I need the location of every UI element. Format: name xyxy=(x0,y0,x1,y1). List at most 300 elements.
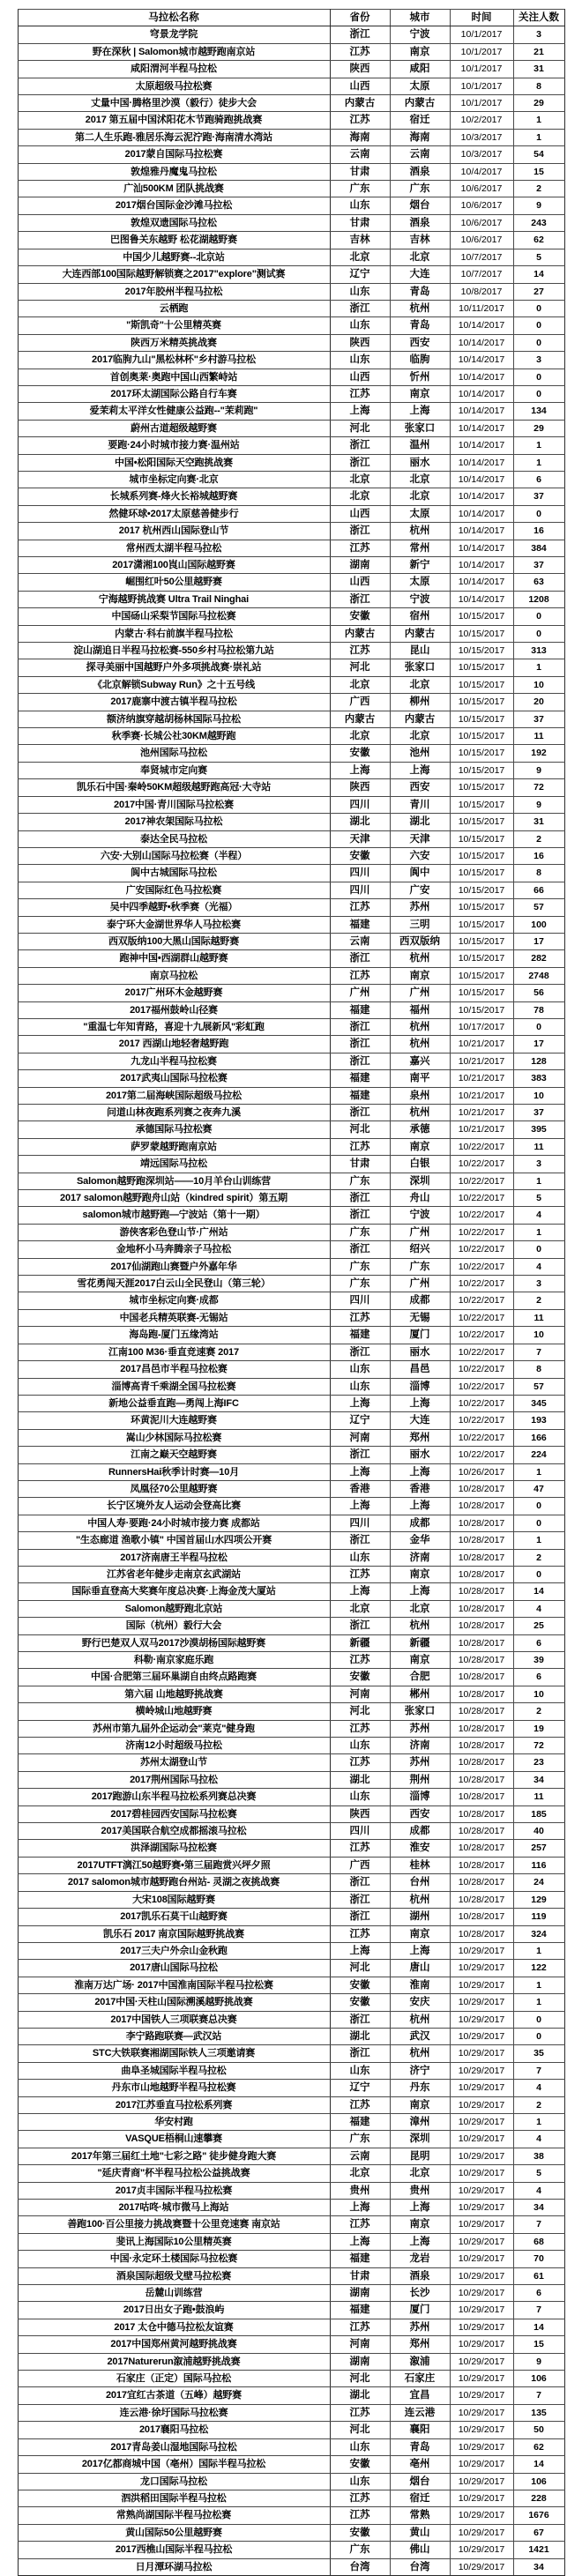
cell-province[interactable]: 陕西 xyxy=(330,61,390,78)
cell-followers[interactable]: 14 xyxy=(513,266,564,283)
cell-province[interactable]: 山东 xyxy=(330,1738,390,1754)
cell-province[interactable]: 浙江 xyxy=(330,1344,390,1360)
cell-province[interactable]: 贵州 xyxy=(330,2182,390,2199)
cell-date[interactable]: 10/15/2017 xyxy=(450,796,513,813)
cell-name[interactable]: 吴中四季越野•秋季赛（光福） xyxy=(18,899,330,916)
cell-followers[interactable]: 2 xyxy=(513,830,564,847)
cell-followers[interactable]: 21 xyxy=(513,43,564,60)
cell-followers[interactable]: 37 xyxy=(513,557,564,574)
cell-date[interactable]: 10/15/2017 xyxy=(450,779,513,796)
table-row[interactable] xyxy=(18,1121,564,1138)
cell-followers[interactable]: 0 xyxy=(513,1515,564,1531)
cell-date[interactable]: 10/15/2017 xyxy=(450,847,513,864)
table-row[interactable] xyxy=(18,1960,564,1977)
table-row[interactable] xyxy=(18,283,564,300)
cell-province[interactable]: 四川 xyxy=(330,1515,390,1531)
cell-name[interactable]: 2017仙湖跑山赛暨户外嘉年华 xyxy=(18,1258,330,1275)
cell-name[interactable]: 新地公益垂直跑—勇闯上海IFC xyxy=(18,1395,330,1411)
cell-city[interactable]: 柳州 xyxy=(390,694,450,711)
cell-followers[interactable]: 0 xyxy=(513,505,564,522)
table-row[interactable] xyxy=(18,2165,564,2182)
cell-city[interactable]: 北京 xyxy=(390,728,450,745)
cell-province[interactable]: 内蒙古 xyxy=(330,625,390,642)
cell-city[interactable]: 杭州 xyxy=(390,950,450,967)
cell-date[interactable]: 10/22/2017 xyxy=(450,1309,513,1326)
cell-city[interactable]: 宁波 xyxy=(390,1207,450,1224)
cell-city[interactable]: 安庆 xyxy=(390,1994,450,2011)
cell-name[interactable]: STC大铁联赛湘湖国际铁人三项邀请赛 xyxy=(18,2045,330,2062)
cell-name[interactable]: 2017 太仓中德马拉松友谊赛 xyxy=(18,2319,330,2335)
table-row[interactable] xyxy=(18,1429,564,1446)
cell-followers[interactable]: 8 xyxy=(513,1361,564,1378)
cell-name[interactable]: 城市坐标定向赛·成都 xyxy=(18,1292,330,1309)
table-row[interactable] xyxy=(18,2216,564,2233)
cell-province[interactable]: 香港 xyxy=(330,1480,390,1497)
table-row[interactable] xyxy=(18,2456,564,2473)
cell-city[interactable]: 香港 xyxy=(390,1480,450,1497)
cell-province[interactable]: 安徽 xyxy=(330,2456,390,2473)
cell-followers[interactable]: 0 xyxy=(513,625,564,642)
cell-city[interactable]: 成都 xyxy=(390,1515,450,1531)
table-row[interactable] xyxy=(18,745,564,762)
cell-province[interactable]: 北京 xyxy=(330,676,390,693)
cell-followers[interactable]: 37 xyxy=(513,488,564,505)
cell-date[interactable]: 10/29/2017 xyxy=(450,2028,513,2044)
cell-city[interactable]: 上海 xyxy=(390,1463,450,1480)
cell-followers[interactable]: 20 xyxy=(513,694,564,711)
cell-province[interactable]: 江苏 xyxy=(330,1566,390,1582)
cell-province[interactable]: 江苏 xyxy=(330,2490,390,2506)
cell-name[interactable]: 2017烟台国际金沙滩马拉松 xyxy=(18,197,330,214)
cell-name[interactable]: "延庆青商"杯半程马拉松公益挑战赛 xyxy=(18,2165,330,2182)
cell-city[interactable]: 温州 xyxy=(390,437,450,454)
table-row[interactable] xyxy=(18,1070,564,1087)
cell-date[interactable]: 10/29/2017 xyxy=(450,2182,513,2199)
cell-city[interactable]: 上海 xyxy=(390,2200,450,2216)
cell-followers[interactable]: 106 xyxy=(513,2473,564,2490)
cell-date[interactable]: 10/28/2017 xyxy=(450,1703,513,1720)
cell-name[interactable]: 九龙山半程马拉松赛 xyxy=(18,1053,330,1069)
cell-city[interactable]: 池州 xyxy=(390,745,450,762)
table-row[interactable] xyxy=(18,403,564,420)
cell-province[interactable]: 江苏 xyxy=(330,2404,390,2421)
cell-city[interactable]: 济南 xyxy=(390,1738,450,1754)
cell-province[interactable]: 上海 xyxy=(330,2233,390,2250)
cell-followers[interactable]: 6 xyxy=(513,471,564,488)
cell-province[interactable]: 陕西 xyxy=(330,334,390,351)
cell-province[interactable]: 江苏 xyxy=(330,2507,390,2524)
cell-date[interactable]: 10/29/2017 xyxy=(450,2507,513,2524)
cell-date[interactable]: 10/28/2017 xyxy=(450,1754,513,1771)
table-row[interactable] xyxy=(18,2473,564,2490)
table-row[interactable] xyxy=(18,1720,564,1737)
table-row[interactable] xyxy=(18,1395,564,1411)
cell-followers[interactable]: 0 xyxy=(513,385,564,402)
table-row[interactable] xyxy=(18,2285,564,2302)
table-row[interactable] xyxy=(18,112,564,129)
cell-province[interactable]: 河北 xyxy=(330,1960,390,1977)
cell-name[interactable]: 2017济南唐王半程马拉松 xyxy=(18,1549,330,1566)
table-row[interactable] xyxy=(18,2233,564,2250)
cell-city[interactable]: 云南 xyxy=(390,146,450,163)
cell-date[interactable]: 10/28/2017 xyxy=(450,1874,513,1891)
table-row[interactable] xyxy=(18,300,564,316)
cell-province[interactable]: 广东 xyxy=(330,2542,390,2558)
cell-followers[interactable]: 2 xyxy=(513,1549,564,1566)
cell-followers[interactable]: 228 xyxy=(513,2490,564,2506)
cell-province[interactable]: 山东 xyxy=(330,1361,390,1378)
cell-city[interactable]: 南京 xyxy=(390,1925,450,1942)
table-row[interactable] xyxy=(18,1498,564,1515)
cell-date[interactable]: 10/1/2017 xyxy=(450,78,513,94)
cell-date[interactable]: 10/29/2017 xyxy=(450,2490,513,2506)
cell-followers[interactable]: 7 xyxy=(513,2387,564,2404)
cell-city[interactable]: 苏州 xyxy=(390,1754,450,1771)
table-row[interactable] xyxy=(18,1532,564,1549)
cell-date[interactable]: 10/14/2017 xyxy=(450,471,513,488)
cell-city[interactable]: 昌邑 xyxy=(390,1361,450,1378)
cell-name[interactable]: 2017江苏垂直马拉松系列赛 xyxy=(18,2096,330,2113)
cell-date[interactable]: 10/29/2017 xyxy=(450,2353,513,2370)
cell-city[interactable]: 南京 xyxy=(390,967,450,984)
cell-followers[interactable]: 4 xyxy=(513,2080,564,2096)
cell-name[interactable]: 苏州市第九届外企运动会"莱克"健身跑 xyxy=(18,1720,330,1737)
cell-date[interactable]: 10/29/2017 xyxy=(450,2302,513,2319)
cell-city[interactable]: 酒泉 xyxy=(390,214,450,231)
cell-followers[interactable]: 37 xyxy=(513,1105,564,1121)
cell-name[interactable]: 2017西樵山国际半程马拉松 xyxy=(18,2542,330,2558)
cell-name[interactable]: 中国·永定环土楼国际马拉松赛 xyxy=(18,2251,330,2267)
cell-name[interactable]: 善跑100·百公里接力挑战赛暨十公里竞速赛 南京站 xyxy=(18,2216,330,2233)
cell-followers[interactable]: 282 xyxy=(513,950,564,967)
cell-province[interactable]: 福建 xyxy=(330,1070,390,1087)
cell-city[interactable]: 舟山 xyxy=(390,1190,450,1207)
table-row[interactable] xyxy=(18,1823,564,1840)
cell-name[interactable]: 中国•松阳国际天空跑挑战赛 xyxy=(18,454,330,471)
cell-province[interactable]: 山东 xyxy=(330,1378,390,1395)
cell-followers[interactable]: 345 xyxy=(513,1395,564,1411)
cell-followers[interactable]: 185 xyxy=(513,1805,564,1822)
table-row[interactable] xyxy=(18,1515,564,1531)
cell-name[interactable]: 2017 salomon城市越野跑台州站- 灵湖之夜挑战赛 xyxy=(18,1874,330,1891)
cell-city[interactable]: 荆州 xyxy=(390,1771,450,1788)
cell-name[interactable]: 野行巴楚双人双马2017沙漠胡杨国际越野赛 xyxy=(18,1634,330,1651)
cell-followers[interactable]: 14 xyxy=(513,2456,564,2473)
cell-city[interactable]: 上海 xyxy=(390,762,450,778)
cell-date[interactable]: 10/14/2017 xyxy=(450,523,513,540)
cell-name[interactable]: 问道山林夜跑系列赛之夜奔九溪 xyxy=(18,1105,330,1121)
cell-province[interactable]: 江苏 xyxy=(330,1925,390,1942)
cell-followers[interactable]: 6 xyxy=(513,2285,564,2302)
cell-date[interactable]: 10/29/2017 xyxy=(450,2542,513,2558)
cell-province[interactable]: 上海 xyxy=(330,1395,390,1411)
cell-city[interactable]: 宁波 xyxy=(390,26,450,43)
cell-city[interactable]: 金华 xyxy=(390,1532,450,1549)
cell-date[interactable]: 10/14/2017 xyxy=(450,437,513,454)
cell-city[interactable]: 咸阳 xyxy=(390,61,450,78)
cell-date[interactable]: 10/14/2017 xyxy=(450,540,513,556)
cell-name[interactable]: 云栖跑 xyxy=(18,300,330,316)
cell-province[interactable]: 山东 xyxy=(330,283,390,300)
cell-name[interactable]: 国际（杭州）毅行大会 xyxy=(18,1618,330,1634)
cell-name[interactable]: 宁海越野挑战赛 Ultra Trail Ninghai xyxy=(18,591,330,607)
table-row[interactable] xyxy=(18,2148,564,2164)
cell-name[interactable]: 2017碧桂园西安国际马拉松赛 xyxy=(18,1805,330,1822)
cell-followers[interactable]: 14 xyxy=(513,1583,564,1600)
cell-name[interactable]: 科勒·南京家庭乐跑 xyxy=(18,1652,330,1669)
cell-date[interactable]: 10/28/2017 xyxy=(450,1738,513,1754)
cell-date[interactable]: 10/29/2017 xyxy=(450,2387,513,2404)
cell-name[interactable]: 苏州太湖登山节 xyxy=(18,1754,330,1771)
cell-province[interactable]: 广东 xyxy=(330,1258,390,1275)
table-row[interactable] xyxy=(18,847,564,864)
cell-followers[interactable]: 0 xyxy=(513,300,564,316)
cell-city[interactable]: 郑州 xyxy=(390,1429,450,1446)
cell-city[interactable]: 宿迁 xyxy=(390,112,450,129)
cell-city[interactable]: 西安 xyxy=(390,1805,450,1822)
cell-province[interactable]: 四川 xyxy=(330,882,390,898)
cell-date[interactable]: 10/2/2017 xyxy=(450,112,513,129)
cell-city[interactable]: 杭州 xyxy=(390,2011,450,2028)
cell-province[interactable]: 四川 xyxy=(330,1823,390,1840)
cell-followers[interactable]: 2 xyxy=(513,2096,564,2113)
cell-followers[interactable]: 224 xyxy=(513,1447,564,1463)
cell-name[interactable]: 2017中国郑州黄河越野挑战赛 xyxy=(18,2336,330,2353)
cell-date[interactable]: 10/21/2017 xyxy=(450,1036,513,1053)
cell-followers[interactable]: 1 xyxy=(513,1942,564,1959)
cell-city[interactable]: 常熟 xyxy=(390,2507,450,2524)
cell-province[interactable]: 安徽 xyxy=(330,847,390,864)
cell-date[interactable]: 10/15/2017 xyxy=(450,711,513,727)
cell-name[interactable]: 2017贞丰国际半程马拉松赛 xyxy=(18,2182,330,2199)
cell-followers[interactable]: 116 xyxy=(513,1857,564,1873)
cell-province[interactable]: 浙江 xyxy=(330,437,390,454)
table-row[interactable] xyxy=(18,437,564,454)
cell-name[interactable]: 2017亿都商城中国（亳州）国际半程马拉松 xyxy=(18,2456,330,2473)
cell-date[interactable]: 10/22/2017 xyxy=(450,1190,513,1207)
cell-city[interactable]: 天津 xyxy=(390,830,450,847)
cell-city[interactable]: 昆山 xyxy=(390,643,450,659)
cell-followers[interactable]: 3 xyxy=(513,352,564,369)
cell-date[interactable]: 10/22/2017 xyxy=(450,1412,513,1429)
cell-province[interactable]: 福建 xyxy=(330,2113,390,2130)
cell-followers[interactable]: 128 xyxy=(513,1053,564,1069)
table-row[interactable] xyxy=(18,1361,564,1378)
cell-name[interactable]: 李宁路跑联赛—武汉站 xyxy=(18,2028,330,2044)
cell-name[interactable]: 岳麓山训练营 xyxy=(18,2285,330,2302)
table-row[interactable] xyxy=(18,950,564,967)
cell-province[interactable]: 陕西 xyxy=(330,779,390,796)
cell-city[interactable]: 襄阳 xyxy=(390,2422,450,2438)
table-row[interactable] xyxy=(18,899,564,916)
cell-province[interactable]: 河北 xyxy=(330,1703,390,1720)
cell-name[interactable]: 斐讯上海国际10公里精英赛 xyxy=(18,2233,330,2250)
cell-city[interactable]: 石家庄 xyxy=(390,2371,450,2387)
cell-date[interactable]: 10/28/2017 xyxy=(450,1925,513,1942)
cell-city[interactable]: 忻州 xyxy=(390,369,450,385)
cell-date[interactable]: 10/14/2017 xyxy=(450,385,513,402)
cell-date[interactable]: 10/29/2017 xyxy=(450,2456,513,2473)
cell-followers[interactable]: 100 xyxy=(513,916,564,933)
cell-city[interactable]: 北京 xyxy=(390,488,450,505)
cell-city[interactable]: 广州 xyxy=(390,985,450,1001)
table-row[interactable] xyxy=(18,625,564,642)
table-row[interactable] xyxy=(18,933,564,949)
cell-province[interactable]: 山西 xyxy=(330,78,390,94)
cell-name[interactable]: 首创奥莱·奥跑中国山西繁峙站 xyxy=(18,369,330,385)
cell-province[interactable]: 浙江 xyxy=(330,1241,390,1258)
cell-name[interactable]: 泰达全民马拉松 xyxy=(18,830,330,847)
cell-date[interactable]: 10/28/2017 xyxy=(450,1600,513,1617)
cell-city[interactable]: 长沙 xyxy=(390,2285,450,2302)
cell-followers[interactable]: 57 xyxy=(513,899,564,916)
cell-followers[interactable]: 193 xyxy=(513,1412,564,1429)
cell-date[interactable]: 10/7/2017 xyxy=(450,249,513,265)
table-row[interactable] xyxy=(18,865,564,882)
cell-city[interactable]: 杭州 xyxy=(390,1036,450,1053)
cell-date[interactable]: 10/21/2017 xyxy=(450,1121,513,1138)
cell-date[interactable]: 10/29/2017 xyxy=(450,1994,513,2011)
cell-followers[interactable]: 23 xyxy=(513,1754,564,1771)
cell-city[interactable]: 合肥 xyxy=(390,1669,450,1686)
table-row[interactable] xyxy=(18,43,564,60)
cell-province[interactable]: 辽宁 xyxy=(330,1412,390,1429)
cell-followers[interactable]: 9 xyxy=(513,796,564,813)
cell-province[interactable]: 湖南 xyxy=(330,2353,390,2370)
cell-city[interactable]: 北京 xyxy=(390,249,450,265)
cell-city[interactable]: 青岛 xyxy=(390,283,450,300)
cell-date[interactable]: 10/14/2017 xyxy=(450,488,513,505)
cell-followers[interactable]: 257 xyxy=(513,1840,564,1857)
cell-date[interactable]: 10/29/2017 xyxy=(450,2131,513,2148)
cell-province[interactable]: 河北 xyxy=(330,2371,390,2387)
cell-province[interactable]: 湖南 xyxy=(330,557,390,574)
cell-province[interactable]: 河南 xyxy=(330,1429,390,1446)
cell-date[interactable]: 10/22/2017 xyxy=(450,1429,513,1446)
cell-date[interactable]: 10/1/2017 xyxy=(450,43,513,60)
cell-followers[interactable]: 313 xyxy=(513,643,564,659)
cell-followers[interactable]: 134 xyxy=(513,403,564,420)
cell-city[interactable]: 宿州 xyxy=(390,608,450,625)
cell-city[interactable]: 贵州 xyxy=(390,2182,450,2199)
cell-name[interactable]: 2017UTFT漓江50越野赛•第三届跑赏兴坪夕照 xyxy=(18,1857,330,1873)
cell-date[interactable]: 10/21/2017 xyxy=(450,1053,513,1069)
cell-province[interactable]: 江苏 xyxy=(330,643,390,659)
cell-name[interactable]: 洪泽湖国际马拉松赛 xyxy=(18,1840,330,1857)
table-row[interactable] xyxy=(18,1344,564,1360)
cell-city[interactable]: 昆明 xyxy=(390,2148,450,2164)
cell-followers[interactable]: 11 xyxy=(513,1309,564,1326)
cell-followers[interactable]: 5 xyxy=(513,1190,564,1207)
cell-date[interactable]: 10/29/2017 xyxy=(450,2251,513,2267)
cell-date[interactable]: 10/29/2017 xyxy=(450,2045,513,2062)
cell-date[interactable]: 10/29/2017 xyxy=(450,2371,513,2387)
cell-name[interactable]: 2017武夷山国际马拉松赛 xyxy=(18,1070,330,1087)
cell-name[interactable]: 陕西万米精英挑战赛 xyxy=(18,334,330,351)
cell-city[interactable]: 大连 xyxy=(390,266,450,283)
cell-province[interactable]: 浙江 xyxy=(330,1874,390,1891)
cell-followers[interactable]: 5 xyxy=(513,249,564,265)
cell-province[interactable]: 江苏 xyxy=(330,2319,390,2335)
cell-date[interactable]: 10/15/2017 xyxy=(450,728,513,745)
cell-city[interactable]: 丹东 xyxy=(390,2080,450,2096)
table-row[interactable] xyxy=(18,1738,564,1754)
table-row[interactable] xyxy=(18,523,564,540)
cell-date[interactable]: 10/21/2017 xyxy=(450,1070,513,1087)
cell-name[interactable]: 中国人寿·要跑·24小时城市接力赛 成都站 xyxy=(18,1515,330,1531)
cell-city[interactable]: 南京 xyxy=(390,1566,450,1582)
cell-followers[interactable]: 9 xyxy=(513,762,564,778)
cell-city[interactable]: 杭州 xyxy=(390,1891,450,1908)
cell-followers[interactable]: 1 xyxy=(513,454,564,471)
cell-city[interactable]: 淄博 xyxy=(390,1378,450,1395)
cell-date[interactable]: 10/15/2017 xyxy=(450,676,513,693)
table-row[interactable] xyxy=(18,1173,564,1189)
cell-followers[interactable]: 38 xyxy=(513,2148,564,2164)
table-row[interactable] xyxy=(18,1241,564,1258)
cell-name[interactable]: 2017日出女子跑•鼓浪屿 xyxy=(18,2302,330,2319)
column-header-date[interactable]: 时间 xyxy=(450,10,513,26)
cell-province[interactable]: 江苏 xyxy=(330,1754,390,1771)
cell-date[interactable]: 10/29/2017 xyxy=(450,2113,513,2130)
cell-followers[interactable]: 34 xyxy=(513,2558,564,2575)
cell-province[interactable]: 北京 xyxy=(330,2165,390,2182)
cell-province[interactable]: 上海 xyxy=(330,403,390,420)
cell-followers[interactable]: 0 xyxy=(513,608,564,625)
cell-name[interactable]: 淀山湖追日半程马拉松赛-550乡村马拉松第九站 xyxy=(18,643,330,659)
cell-province[interactable]: 湖北 xyxy=(330,814,390,830)
cell-province[interactable]: 浙江 xyxy=(330,454,390,471)
cell-date[interactable]: 10/29/2017 xyxy=(450,2404,513,2421)
cell-name[interactable]: 萨罗蒙越野跑南京站 xyxy=(18,1138,330,1155)
cell-date[interactable]: 10/15/2017 xyxy=(450,865,513,882)
cell-name[interactable]: 第六届 山地越野挑战赛 xyxy=(18,1686,330,1702)
cell-date[interactable]: 10/22/2017 xyxy=(450,1395,513,1411)
cell-city[interactable]: 龙岩 xyxy=(390,2251,450,2267)
cell-city[interactable]: 淮安 xyxy=(390,1840,450,1857)
table-row[interactable] xyxy=(18,2251,564,2267)
cell-city[interactable]: 南平 xyxy=(390,1070,450,1087)
cell-city[interactable]: 南京 xyxy=(390,2096,450,2113)
cell-name[interactable]: Salomon越野跑深圳站——10月羊台山训练营 xyxy=(18,1173,330,1189)
table-row[interactable] xyxy=(18,1309,564,1326)
cell-province[interactable]: 吉林 xyxy=(330,232,390,249)
cell-name[interactable]: 日月潭环湖马拉松 xyxy=(18,2558,330,2575)
table-row[interactable] xyxy=(18,608,564,625)
cell-city[interactable]: 六安 xyxy=(390,847,450,864)
table-row[interactable] xyxy=(18,317,564,334)
table-row[interactable] xyxy=(18,1703,564,1720)
table-row[interactable] xyxy=(18,2131,564,2148)
table-row[interactable] xyxy=(18,2011,564,2028)
cell-followers[interactable]: 0 xyxy=(513,1241,564,1258)
table-row[interactable] xyxy=(18,1583,564,1600)
cell-province[interactable]: 山东 xyxy=(330,1549,390,1566)
cell-name[interactable]: 咸阳渭河半程马拉松 xyxy=(18,61,330,78)
cell-province[interactable]: 浙江 xyxy=(330,950,390,967)
cell-city[interactable]: 深圳 xyxy=(390,1173,450,1189)
table-row[interactable] xyxy=(18,1891,564,1908)
cell-province[interactable]: 福建 xyxy=(330,1087,390,1104)
cell-followers[interactable]: 2 xyxy=(513,1292,564,1309)
cell-city[interactable]: 淮南 xyxy=(390,1977,450,1993)
cell-province[interactable]: 上海 xyxy=(330,1942,390,1959)
cell-followers[interactable]: 1 xyxy=(513,1173,564,1189)
cell-province[interactable]: 广东 xyxy=(330,1276,390,1292)
table-row[interactable] xyxy=(18,1224,564,1240)
cell-city[interactable]: 西安 xyxy=(390,779,450,796)
cell-city[interactable]: 酒泉 xyxy=(390,163,450,180)
